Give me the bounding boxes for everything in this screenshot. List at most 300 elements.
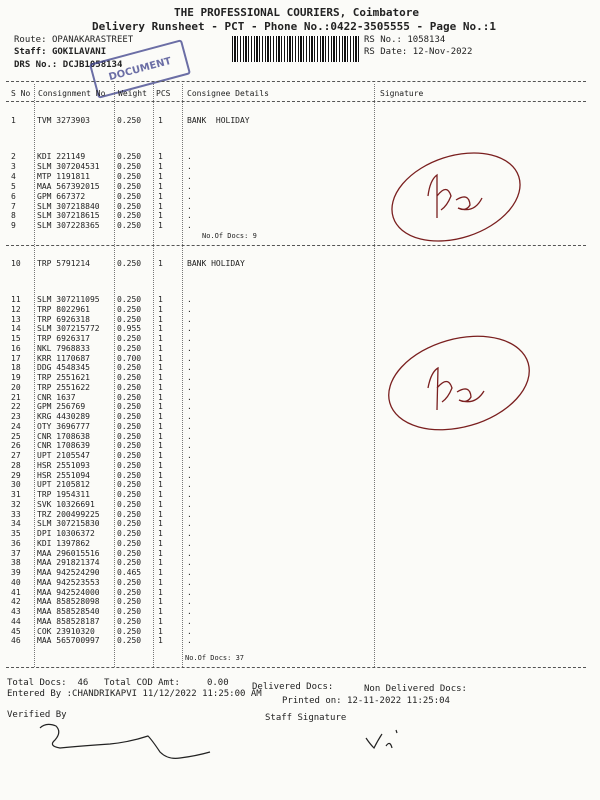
weight-value: 0.250 — [117, 616, 142, 626]
consignee-details: . — [187, 470, 192, 480]
company-title: THE PROFESSIONAL COURIERS, Coimbatore — [174, 6, 420, 19]
serial-number: 46 — [11, 636, 21, 646]
verified-by: Verified By — [7, 710, 67, 720]
group1-doc-count: No.Of Docs: 9 — [202, 232, 257, 240]
pieces-value: 1 — [158, 568, 163, 577]
table-row — [0, 344, 600, 354]
table-row — [0, 202, 600, 212]
weight-value: 0.250 — [117, 470, 142, 480]
consignment-number: KRG 4430289 — [37, 412, 90, 421]
weight-value: 0.250 — [117, 431, 142, 441]
table-row — [0, 116, 600, 126]
consignee-details: . — [187, 499, 192, 509]
total-cod: Total COD Amt: 0.00 — [104, 678, 229, 688]
table-row — [0, 588, 600, 598]
rs-no-label: RS No.: — [364, 35, 402, 45]
serial-number: 15 — [11, 334, 21, 343]
consignment-number: UPT 2105547 — [37, 451, 90, 460]
consignment-number: SLM 307228365 — [37, 221, 100, 231]
serial-number: 27 — [11, 451, 21, 460]
consignee-details: . — [187, 460, 192, 470]
rs-date-label: RS Date: — [364, 47, 408, 57]
serial-number: 4 — [11, 171, 16, 181]
pieces-value: 1 — [158, 353, 163, 363]
pieces-value: 1 — [158, 587, 163, 597]
consignment-number: KRR 1170687 — [37, 353, 90, 363]
table-row — [0, 568, 600, 578]
consignment-number: MAA 942524000 — [37, 587, 100, 597]
consignment-number: GPM 667372 — [37, 191, 86, 201]
serial-number: 23 — [11, 412, 21, 421]
weight-value: 0.250 — [117, 343, 142, 353]
weight-value: 0.250 — [117, 558, 142, 568]
pieces-value: 1 — [158, 211, 163, 221]
consignee-details: . — [187, 324, 192, 334]
serial-number: 40 — [11, 577, 21, 587]
table-row — [0, 441, 600, 451]
consignment-number: TRP 6926317 — [37, 334, 90, 343]
consignee-details: . — [187, 363, 192, 373]
table-row — [0, 500, 600, 510]
consignee-details: . — [187, 343, 192, 353]
consignment-number: MAA 291821374 — [37, 558, 100, 568]
consignment-number: MTP 1191811 — [37, 171, 90, 181]
table-row — [0, 519, 600, 529]
consignment-number: SLM 307215772 — [37, 324, 100, 334]
consignee-details: . — [187, 334, 192, 343]
consignee-details: . — [187, 626, 192, 636]
consignment-number: MAA 296015516 — [37, 548, 100, 558]
consignee-details: . — [187, 392, 192, 402]
consignee-details: . — [187, 558, 192, 568]
weight-value: 0.250 — [117, 490, 142, 499]
serial-number: 14 — [11, 324, 21, 334]
consignee-details: . — [187, 587, 192, 597]
weight-value: 0.250 — [117, 460, 142, 470]
consignment-number: SLM 307215830 — [37, 519, 100, 529]
serial-number: 19 — [11, 373, 21, 382]
divider — [6, 667, 586, 668]
weight-value: 0.700 — [117, 353, 142, 363]
drs-label: DRS No.: — [14, 60, 58, 70]
pieces-value: 1 — [158, 499, 163, 509]
weight-value: 0.250 — [117, 116, 142, 125]
consignment-number: NKL 7968833 — [37, 343, 90, 353]
rs-date-line — [364, 47, 472, 57]
consignment-number: TRP 2551621 — [37, 373, 90, 382]
table-row — [0, 305, 600, 315]
weight-value: 0.250 — [117, 451, 142, 460]
col-weight: Weight — [118, 89, 147, 98]
pieces-value: 1 — [158, 382, 163, 392]
weight-value: 0.250 — [117, 295, 142, 304]
serial-number: 8 — [11, 211, 16, 221]
table-row — [0, 402, 600, 412]
consignment-number: SLM 307218615 — [37, 211, 100, 221]
pieces-value: 1 — [158, 538, 163, 548]
consignee-details: . — [187, 538, 192, 548]
serial-number: 9 — [11, 221, 16, 231]
pieces-value: 1 — [158, 490, 163, 499]
consignee-details: . — [187, 373, 192, 382]
pieces-value: 1 — [158, 201, 163, 211]
table-row — [0, 383, 600, 393]
weight-value: 0.250 — [117, 636, 142, 646]
pieces-value: 1 — [158, 304, 163, 314]
consignee-details: . — [187, 607, 192, 616]
pieces-value: 1 — [158, 480, 163, 490]
weight-value: 0.250 — [117, 152, 142, 161]
weight-value: 0.250 — [117, 499, 142, 509]
consignee-details: . — [187, 480, 192, 490]
barcode — [232, 36, 360, 62]
table-row — [0, 259, 600, 269]
serial-number: 37 — [11, 548, 21, 558]
weight-value: 0.250 — [117, 509, 142, 519]
weight-value: 0.250 — [117, 597, 142, 607]
weight-value: 0.250 — [117, 191, 142, 201]
consignee-details: . — [187, 431, 192, 441]
serial-number: 21 — [11, 392, 21, 402]
weight-value: 0.250 — [117, 382, 142, 392]
table-row — [0, 182, 600, 192]
consignment-number: TRP 8022961 — [37, 304, 90, 314]
route-value: OPANAKARASTREET — [51, 35, 134, 45]
serial-number: 10 — [11, 259, 21, 268]
weight-value: 0.250 — [117, 587, 142, 597]
route-line — [14, 35, 133, 45]
consignee-details: . — [187, 577, 192, 587]
consignment-number: SLM 307211095 — [37, 295, 100, 304]
table-row — [0, 324, 600, 334]
serial-number: 20 — [11, 382, 21, 392]
table-row — [0, 636, 600, 646]
table-row — [0, 152, 600, 162]
weight-value: 0.250 — [117, 421, 142, 431]
table-row — [0, 529, 600, 539]
consignment-number: TRZ 200499225 — [37, 509, 100, 519]
consignment-number: SLM 307218840 — [37, 201, 100, 211]
document-stamp: DOCUMENT — [89, 39, 191, 99]
group2-doc-count: No.Of Docs: 37 — [185, 654, 245, 662]
serial-number: 42 — [11, 597, 21, 607]
weight-value: 0.250 — [117, 363, 142, 373]
consignment-number: MAA 858528540 — [37, 607, 100, 616]
consignee-details: . — [187, 152, 192, 161]
weight-value: 0.250 — [117, 221, 142, 231]
serial-number: 7 — [11, 201, 16, 211]
table-row — [0, 549, 600, 559]
pieces-value: 1 — [158, 548, 163, 558]
pieces-value: 1 — [158, 402, 163, 412]
weight-value: 0.955 — [117, 324, 142, 334]
total-docs: Total Docs: 46 — [7, 678, 89, 688]
serial-number: 43 — [11, 607, 21, 616]
table-row — [0, 412, 600, 422]
col-details: Consignee Details — [187, 89, 269, 98]
pieces-value: 1 — [158, 636, 163, 646]
pieces-value: 1 — [158, 421, 163, 431]
table-row — [0, 490, 600, 500]
drs-value: DCJB1058134 — [62, 60, 123, 70]
table-row — [0, 617, 600, 627]
runsheet-subtitle: Delivery Runsheet - PCT - Phone No.:0422-3505555 - Page No.:1 — [92, 20, 496, 33]
consignee-details: . — [187, 636, 192, 646]
consignment-number: TRP 2551622 — [37, 382, 90, 392]
pieces-value: 1 — [158, 616, 163, 626]
serial-number: 34 — [11, 519, 21, 529]
weight-value: 0.465 — [117, 568, 142, 577]
col-pcs: PCS — [156, 89, 171, 98]
table-row — [0, 558, 600, 568]
weight-value: 0.250 — [117, 441, 142, 451]
consignee-details: BANK HOLIDAY — [187, 116, 250, 125]
pieces-value: 1 — [158, 392, 163, 402]
serial-number: 45 — [11, 626, 21, 636]
consignment-number: DDG 4548345 — [37, 363, 90, 373]
pieces-value: 1 — [158, 431, 163, 441]
pieces-value: 1 — [158, 597, 163, 607]
serial-number: 38 — [11, 558, 21, 568]
weight-value: 0.250 — [117, 259, 142, 268]
consignee-details: . — [187, 171, 192, 181]
table-row — [0, 295, 600, 305]
divider — [6, 245, 586, 246]
pieces-value: 1 — [158, 324, 163, 334]
pieces-value: 1 — [158, 577, 163, 587]
table-row — [0, 432, 600, 442]
consignee-details: . — [187, 314, 192, 324]
weight-value: 0.250 — [117, 314, 142, 324]
consignee-details: . — [187, 353, 192, 363]
pieces-value: 1 — [158, 334, 163, 343]
pieces-value: 1 — [158, 259, 163, 268]
serial-number: 31 — [11, 490, 21, 499]
consignment-number: SVK 10326691 — [37, 499, 95, 509]
col-signature: Signature — [380, 89, 424, 98]
pieces-value: 1 — [158, 460, 163, 470]
consignment-number: DPI 10306372 — [37, 529, 95, 538]
serial-number: 32 — [11, 499, 21, 509]
table-row — [0, 578, 600, 588]
consignee-details: . — [187, 451, 192, 460]
consignee-details: . — [187, 421, 192, 431]
pieces-value: 1 — [158, 191, 163, 201]
table-row — [0, 471, 600, 481]
rs-no-value: 1058134 — [407, 35, 446, 45]
serial-number: 11 — [11, 295, 21, 304]
table-row — [0, 510, 600, 520]
divider — [6, 81, 586, 82]
consignee-details: . — [187, 295, 192, 304]
consignee-details: . — [187, 597, 192, 607]
consignee-details: . — [187, 221, 192, 231]
weight-value: 0.250 — [117, 201, 142, 211]
consignment-number: CNR 1708639 — [37, 441, 90, 451]
weight-value: 0.250 — [117, 480, 142, 490]
serial-number: 35 — [11, 529, 21, 538]
consignee-details: . — [187, 568, 192, 577]
consignee-details: . — [187, 548, 192, 558]
pieces-value: 1 — [158, 221, 163, 231]
pieces-value: 1 — [158, 558, 163, 568]
consignee-details: . — [187, 211, 192, 221]
pieces-value: 1 — [158, 314, 163, 324]
consignee-details: . — [187, 191, 192, 201]
pieces-value: 1 — [158, 343, 163, 353]
consignee-details: . — [187, 519, 192, 529]
consignment-number: KDI 221149 — [37, 152, 86, 161]
table-row — [0, 451, 600, 461]
table-row — [0, 627, 600, 637]
consignment-number: HSR 2551094 — [37, 470, 90, 480]
serial-number: 12 — [11, 304, 21, 314]
serial-number: 1 — [11, 116, 16, 125]
consignee-details: . — [187, 616, 192, 626]
serial-number: 44 — [11, 616, 21, 626]
printed-on: Printed on: 12-11-2022 11:25:04 — [282, 696, 450, 706]
table-row — [0, 211, 600, 221]
pieces-value: 1 — [158, 412, 163, 421]
table-row — [0, 221, 600, 231]
pieces-value: 1 — [158, 451, 163, 460]
consignee-details: . — [187, 304, 192, 314]
consignee-details: . — [187, 529, 192, 538]
weight-value: 0.250 — [117, 607, 142, 616]
serial-number: 25 — [11, 431, 21, 441]
serial-number: 29 — [11, 470, 21, 480]
serial-number: 26 — [11, 441, 21, 451]
consignment-number: HSR 2551093 — [37, 460, 90, 470]
weight-value: 0.250 — [117, 161, 142, 171]
col-sno: S No — [11, 89, 31, 98]
weight-value: 0.250 — [117, 181, 142, 191]
pieces-value: 1 — [158, 152, 163, 161]
serial-number: 41 — [11, 587, 21, 597]
table-row — [0, 422, 600, 432]
serial-number: 30 — [11, 480, 21, 490]
weight-value: 0.250 — [117, 211, 142, 221]
weight-value: 0.250 — [117, 577, 142, 587]
consignment-number: COK 23910320 — [37, 626, 95, 636]
consignment-number: SLM 307204531 — [37, 161, 100, 171]
consignee-details: . — [187, 161, 192, 171]
consignee-details: . — [187, 382, 192, 392]
pieces-value: 1 — [158, 441, 163, 451]
consignee-details: . — [187, 402, 192, 412]
weight-value: 0.250 — [117, 171, 142, 181]
rs-no-line — [364, 35, 445, 45]
pieces-value: 1 — [158, 519, 163, 529]
consignment-number: CNR 1708638 — [37, 431, 90, 441]
pieces-value: 1 — [158, 363, 163, 373]
serial-number: 3 — [11, 161, 16, 171]
table-row — [0, 162, 600, 172]
serial-number: 28 — [11, 460, 21, 470]
consignee-details: . — [187, 509, 192, 519]
weight-value: 0.250 — [117, 529, 142, 538]
consignment-number: MAA 567392015 — [37, 181, 100, 191]
staff-label: Staff: — [14, 47, 47, 57]
consignee-details: . — [187, 490, 192, 499]
table-row — [0, 461, 600, 471]
non-delivered-docs: Non Delivered Docs: — [364, 684, 467, 694]
serial-number: 18 — [11, 363, 21, 373]
pieces-value: 1 — [158, 116, 163, 125]
consignment-number: CNR 1637 — [37, 392, 76, 402]
pieces-value: 1 — [158, 295, 163, 304]
pieces-value: 1 — [158, 171, 163, 181]
weight-value: 0.250 — [117, 519, 142, 529]
staff-value: GOKILAVANI — [51, 47, 107, 57]
consignment-number: TVM 3273903 — [37, 116, 90, 125]
consignment-number: TRP 5791214 — [37, 259, 90, 268]
serial-number: 6 — [11, 191, 16, 201]
staff-line — [14, 47, 106, 57]
table-row — [0, 393, 600, 403]
consignment-number: TRP 1954311 — [37, 490, 90, 499]
weight-value: 0.250 — [117, 373, 142, 382]
serial-number: 33 — [11, 509, 21, 519]
pieces-value: 1 — [158, 181, 163, 191]
serial-number: 24 — [11, 421, 21, 431]
consignment-number: MAA 858528098 — [37, 597, 100, 607]
consignee-details: . — [187, 412, 192, 421]
serial-number: 22 — [11, 402, 21, 412]
table-row — [0, 607, 600, 617]
pieces-value: 1 — [158, 509, 163, 519]
consignment-number: TRP 6926318 — [37, 314, 90, 324]
table-row — [0, 192, 600, 202]
consignment-number: GPM 256769 — [37, 402, 86, 412]
serial-number: 36 — [11, 538, 21, 548]
pieces-value: 1 — [158, 607, 163, 616]
weight-value: 0.250 — [117, 538, 142, 548]
serial-number: 13 — [11, 314, 21, 324]
weight-value: 0.250 — [117, 402, 142, 412]
table-row — [0, 363, 600, 373]
serial-number: 2 — [11, 152, 16, 161]
serial-number: 5 — [11, 181, 16, 191]
pieces-value: 1 — [158, 529, 163, 538]
weight-value: 0.250 — [117, 304, 142, 314]
consignee-details: . — [187, 441, 192, 451]
pieces-value: 1 — [158, 161, 163, 171]
weight-value: 0.250 — [117, 626, 142, 636]
consignment-number: MAA 565700997 — [37, 636, 100, 646]
route-label: Route: — [14, 35, 47, 45]
table-row — [0, 315, 600, 325]
weight-value: 0.250 — [117, 548, 142, 558]
entered-by: Entered By :CHANDRIKAPVI 11/12/2022 11:25:00 AM — [7, 689, 262, 699]
pieces-value: 1 — [158, 470, 163, 480]
delivered-docs: Delivered Docs: — [252, 682, 334, 692]
col-consignment: Consignment No — [38, 89, 106, 98]
serial-number: 17 — [11, 353, 21, 363]
staff-signature-label: Staff Signature — [265, 713, 347, 723]
consignment-number: OTY 3696777 — [37, 421, 90, 431]
weight-value: 0.250 — [117, 334, 142, 343]
consignment-number: UPT 2105812 — [37, 480, 90, 490]
consignment-number: KDI 1397862 — [37, 538, 90, 548]
consignee-details: . — [187, 181, 192, 191]
table-row — [0, 172, 600, 182]
consignee-details: BANK HOLIDAY — [187, 259, 245, 268]
pieces-value: 1 — [158, 373, 163, 382]
rs-date-value: 12-Nov-2022 — [412, 47, 473, 57]
consignment-number: MAA 858528187 — [37, 616, 100, 626]
table-row — [0, 480, 600, 490]
